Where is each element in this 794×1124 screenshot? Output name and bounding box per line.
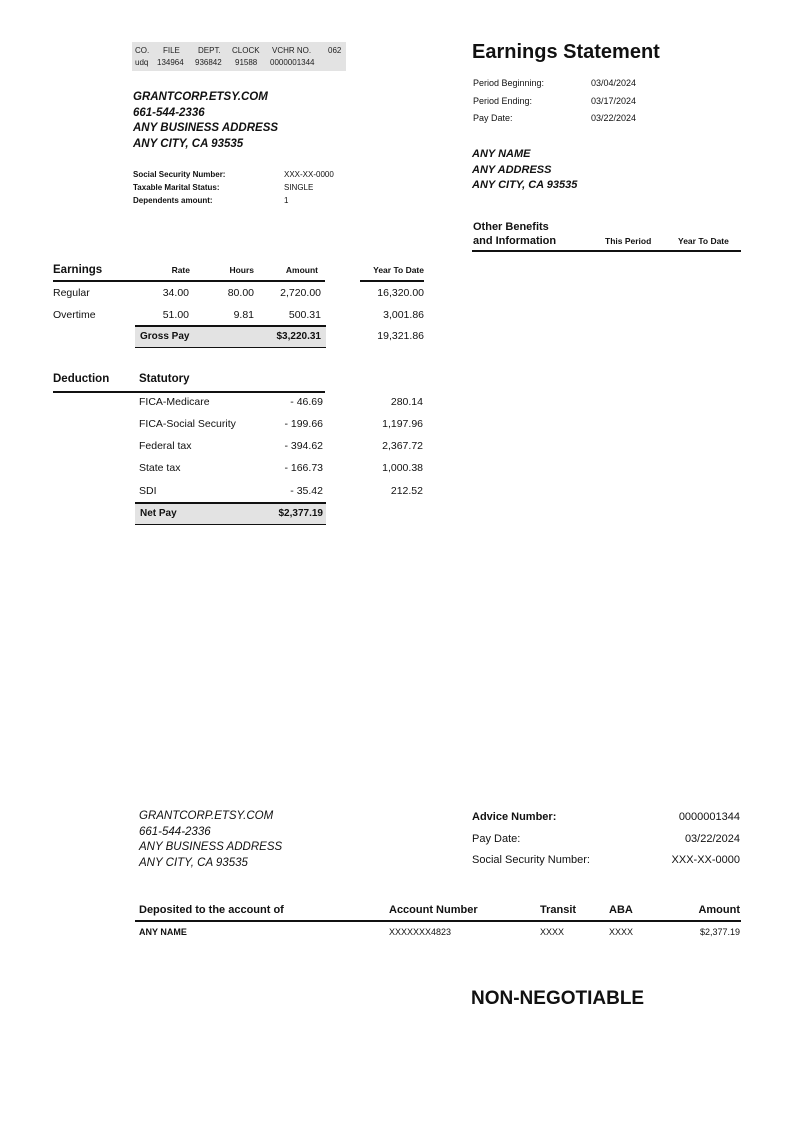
deposit-transit: XXXX	[540, 927, 565, 937]
company-city: ANY CITY, CA 93535	[133, 137, 244, 150]
gross-pay-amount: $3,220.31	[276, 330, 321, 342]
company-name: GRANTCORP.ETSY.COM	[133, 91, 268, 103]
advice-company-phone: 661-544-2336	[139, 825, 211, 838]
earnings-rate: 34.00	[162, 287, 189, 299]
deduction-header: Deduction	[53, 373, 110, 385]
advice-company-address: ANY BUSINESS ADDRESS	[139, 841, 283, 853]
pay-date-value: 03/22/2024	[591, 113, 637, 123]
advice-info	[472, 811, 740, 876]
advice-row	[472, 854, 740, 876]
deduction-label: Federal tax	[139, 440, 192, 452]
code-value-co: udq	[135, 58, 149, 67]
code-value-dept: 936842	[195, 58, 222, 67]
company-address: ANY BUSINESS ADDRESS	[133, 122, 279, 134]
deduction-ytd: 2,367.72	[382, 440, 423, 452]
earnings-ytd: 16,320.00	[377, 287, 424, 299]
gross-pay-ytd: 19,321.86	[377, 330, 424, 342]
ssn-value: XXX-XX-0000	[284, 170, 334, 179]
period-begin-label: Period Beginning:	[473, 78, 545, 88]
deposit-aba: XXXX	[609, 927, 634, 937]
advice-ssn-value: XXX-XX-0000	[671, 854, 740, 866]
advice-row	[472, 833, 740, 855]
deduction-amount: - 46.69	[290, 396, 323, 408]
code-header-extra: 062	[328, 46, 342, 55]
earnings-label: Regular	[53, 287, 90, 299]
deduction-ytd: 212.52	[390, 485, 423, 497]
net-pay-row	[135, 504, 326, 524]
pay-date-label: Pay Date:	[473, 113, 513, 123]
code-header-vchr: VCHR NO.	[272, 46, 312, 55]
deposit-header-amount: Amount	[698, 904, 740, 916]
table-row	[139, 440, 425, 462]
advice-number-label: Advice Number:	[472, 811, 557, 823]
gross-pay-label: Gross Pay	[140, 330, 190, 342]
deduction-ytd: 1,000.38	[382, 462, 423, 474]
table-row	[53, 287, 425, 309]
gross-pay-row	[135, 327, 326, 347]
period-row	[473, 96, 673, 114]
deduction-label: State tax	[139, 462, 181, 474]
deduction-amount: - 35.42	[290, 485, 323, 497]
dependents-value: 1	[284, 196, 289, 205]
net-pay-label: Net Pay	[140, 507, 177, 519]
earnings-hours-header: Hours	[229, 265, 254, 275]
earnings-ytd-header: Year To Date	[373, 265, 424, 275]
dependents-label: Dependents amount:	[133, 196, 213, 205]
code-value-file: 134964	[157, 58, 184, 67]
employee-info-row	[133, 196, 353, 209]
advice-company-city: ANY CITY, CA 93535	[139, 856, 248, 869]
deduction-divider	[53, 391, 325, 393]
code-header-file: FILE	[163, 46, 180, 55]
net-pay-amount: $2,377.19	[278, 507, 323, 519]
earnings-amount: 2,720.00	[280, 287, 321, 299]
payee-address: ANY ADDRESS	[472, 163, 552, 176]
deduction-amount: - 199.66	[284, 418, 323, 430]
advice-pay-date-value: 03/22/2024	[684, 832, 740, 845]
earnings-hours: 80.00	[227, 287, 254, 299]
table-row	[139, 418, 425, 440]
earnings-ytd: 3,001.86	[383, 309, 424, 321]
period-end-value: 03/17/2024	[591, 95, 637, 106]
period-end-label: Period Ending:	[473, 95, 533, 106]
earnings-divider	[53, 280, 325, 282]
deposit-header-account-of: Deposited to the account of	[139, 904, 284, 916]
benefits-divider	[472, 250, 741, 252]
table-row	[139, 927, 740, 941]
deduction-ytd: 280.14	[390, 396, 423, 408]
code-value-clock: 91588	[235, 58, 258, 67]
benefits-ytd: Year To Date	[678, 236, 729, 246]
advice-number-value: 0000001344	[678, 811, 740, 823]
deposit-header-transit: Transit	[540, 904, 577, 916]
deposit-name: ANY NAME	[139, 927, 187, 937]
period-row	[473, 113, 673, 131]
code-header-clock: CLOCK	[232, 46, 260, 55]
advice-company-name: GRANTCORP.ETSY.COM	[139, 810, 274, 822]
deposit-header-account-number: Account Number	[389, 904, 478, 916]
deposit-amount: $2,377.19	[699, 927, 740, 937]
code-value-vchr: 0000001344	[270, 58, 315, 67]
payee-name: ANY NAME	[472, 148, 531, 160]
deduction-label: FICA-Medicare	[139, 396, 210, 408]
deduction-subheader: Statutory	[139, 373, 190, 385]
deposit-header-aba: ABA	[609, 904, 633, 916]
earnings-header: Earnings	[53, 264, 103, 276]
deduction-label: FICA-Social Security	[139, 418, 236, 430]
earnings-label: Overtime	[53, 309, 96, 321]
ssn-label: Social Security Number:	[133, 170, 226, 179]
table-row	[139, 396, 425, 418]
earnings-rate-header: Rate	[171, 265, 190, 275]
code-box	[132, 42, 346, 71]
deduction-amount: - 394.62	[284, 440, 323, 452]
period-begin-value: 03/04/2024	[591, 78, 637, 88]
deduction-ytd: 1,197.96	[382, 418, 423, 430]
deduction-label: SDI	[139, 485, 157, 497]
employee-info-row	[133, 183, 353, 196]
deduction-amount: - 166.73	[284, 462, 323, 474]
payee-block	[472, 147, 577, 194]
advice-pay-date-label: Pay Date:	[472, 832, 521, 845]
advice-row	[472, 811, 740, 833]
earnings-amount-header: Amount	[285, 265, 318, 275]
statement-title: Earnings Statement	[472, 41, 660, 63]
benefits-this-period: This Period	[605, 236, 652, 246]
marital-label: Taxable Marital Status:	[133, 183, 220, 192]
benefits-title-line2: and Information	[473, 235, 557, 247]
gross-bottom-line	[135, 347, 326, 349]
earnings-hours: 9.81	[233, 309, 254, 321]
net-bottom-line	[135, 524, 326, 526]
advice-ssn-label: Social Security Number:	[472, 854, 590, 866]
deposit-account-number: XXXXXXX4823	[389, 927, 452, 937]
advice-company-block	[139, 809, 282, 871]
marital-value: SINGLE	[284, 183, 314, 192]
period-row	[473, 78, 673, 96]
code-header-dept: DEPT.	[198, 46, 221, 55]
code-header-co: CO.	[135, 46, 150, 55]
earnings-ytd-divider	[360, 280, 424, 282]
period-block	[473, 78, 673, 131]
employee-info	[133, 170, 353, 209]
earnings-rate: 51.00	[162, 309, 189, 321]
benefits-title	[473, 220, 556, 248]
company-block	[133, 90, 278, 152]
payee-city: ANY CITY, CA 93535	[472, 179, 578, 191]
benefits-title-line1: Other Benefits	[473, 221, 549, 233]
deposit-divider	[135, 920, 741, 922]
company-phone: 661-544-2336	[133, 106, 205, 119]
non-negotiable-stamp: NON-NEGOTIABLE	[471, 988, 645, 1009]
earnings-amount: 500.31	[288, 309, 321, 321]
employee-info-row	[133, 170, 353, 183]
table-row	[139, 462, 425, 484]
